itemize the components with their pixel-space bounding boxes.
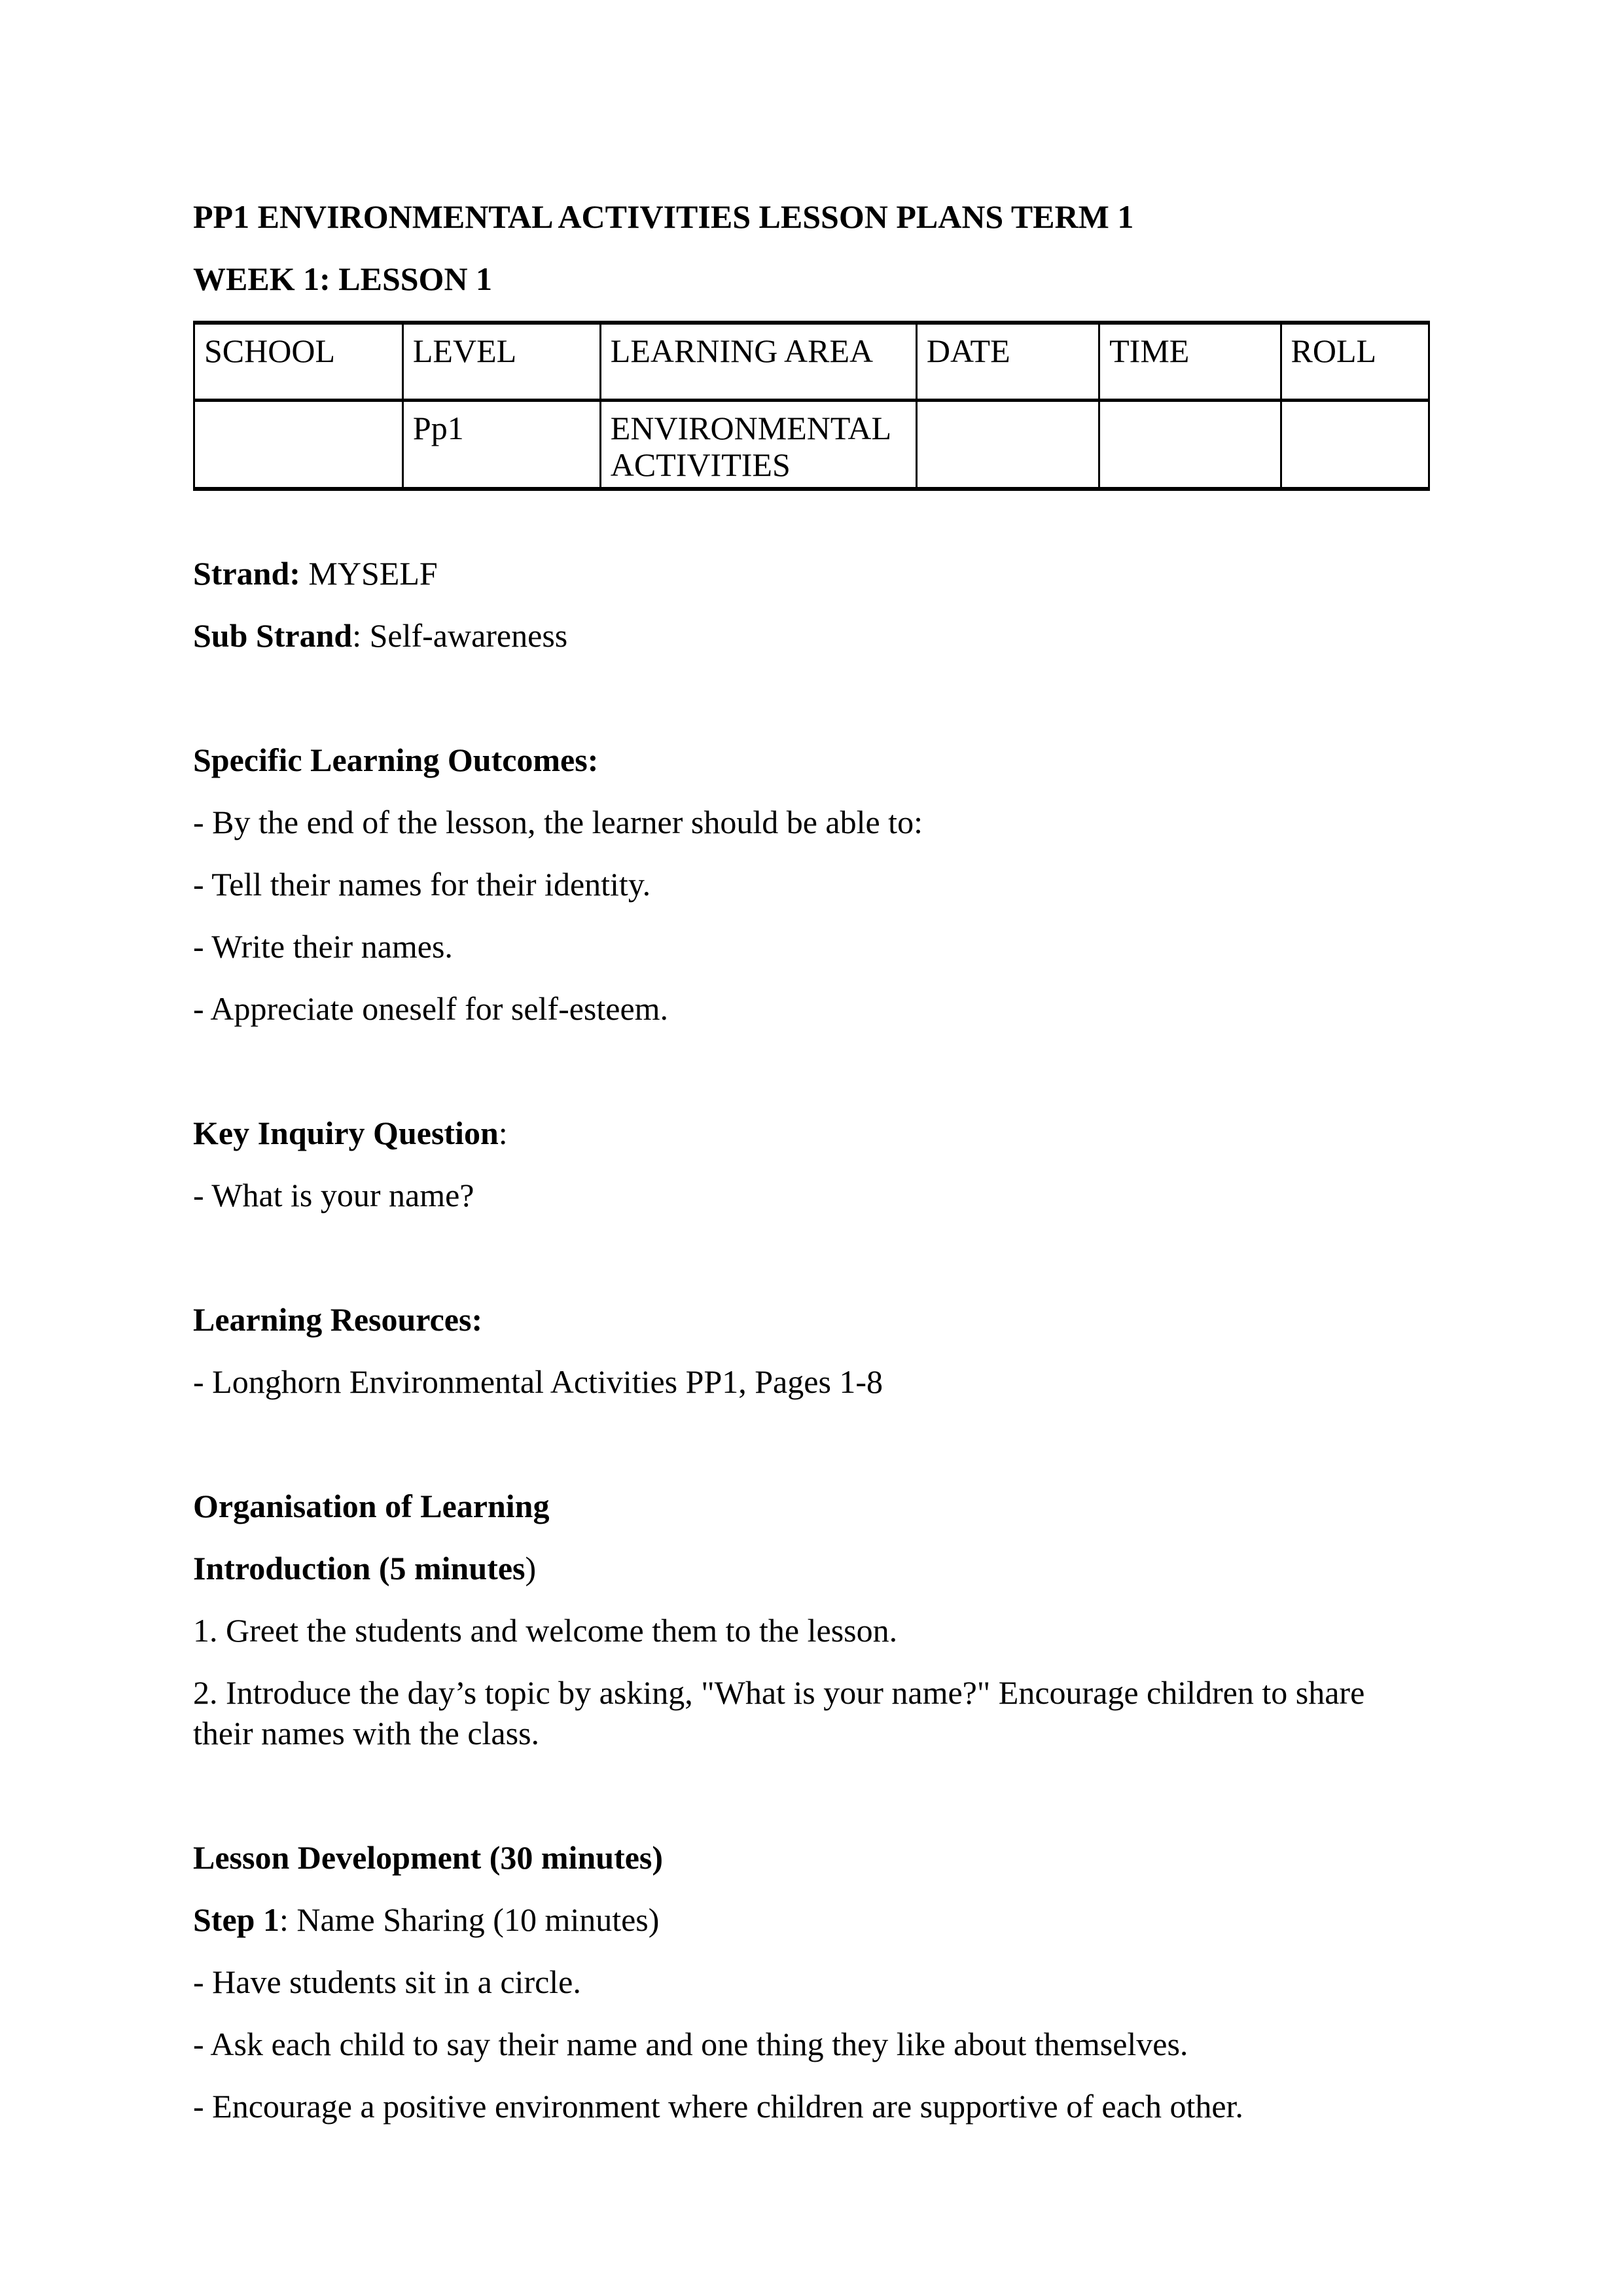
- resource-item: [193, 1361, 1430, 1402]
- header-cell-school: [194, 323, 403, 401]
- cell-time-value: [1099, 401, 1281, 490]
- step1-item: [193, 2024, 1430, 2064]
- step1-heading-label: Step 1: [193, 1901, 279, 1938]
- blank-line: [193, 1050, 1430, 1113]
- sub-strand-value: : Self-awareness: [352, 617, 568, 654]
- strand-value: MYSELF: [300, 555, 438, 592]
- outcome-item-text: - By the end of the lesson, the learner should be able to:: [193, 804, 923, 840]
- outcomes-heading-text: Specific Learning Outcomes:: [193, 742, 599, 778]
- table-header-row: [194, 323, 1429, 401]
- development-heading-text: Lesson Development (30 minutes): [193, 1839, 664, 1876]
- outcome-item: [193, 988, 1430, 1029]
- strand-line: [193, 553, 1430, 594]
- header-cell-date: [916, 323, 1099, 401]
- blank-line: [193, 1775, 1430, 1837]
- resources-heading-text: Learning Resources:: [193, 1301, 483, 1338]
- step1-item: [193, 1962, 1430, 2002]
- outcome-item-text: - Appreciate oneself for self-esteem.: [193, 990, 669, 1027]
- introduction-heading-rest: ): [525, 1550, 537, 1587]
- outcome-item: [193, 926, 1430, 967]
- organisation-heading-text: Organisation of Learning: [193, 1488, 550, 1524]
- organisation-heading: [193, 1486, 1430, 1526]
- cell-roll-value: [1281, 401, 1429, 490]
- introduction-step: [193, 1610, 1430, 1651]
- header-label: DATE: [926, 332, 1010, 369]
- introduction-step-text: 1. Greet the students and welcome them to the lesson.: [193, 1612, 898, 1649]
- step1-item-text: - Ask each child to say their name and one thing they like about themselves.: [193, 2026, 1188, 2062]
- header-cell-learning-area: [600, 323, 916, 401]
- key-inquiry-item-text: - What is your name?: [193, 1177, 474, 1213]
- cell-date-value: [916, 401, 1099, 490]
- header-label: SCHOOL: [204, 332, 336, 369]
- resources-heading: [193, 1299, 1430, 1340]
- key-inquiry-heading-rest: :: [498, 1115, 508, 1151]
- cell-learning-area-value: [600, 401, 916, 490]
- outcome-item-text: - Write their names.: [193, 928, 453, 965]
- page-subtitle-text: WEEK 1: LESSON 1: [193, 260, 493, 297]
- key-inquiry-item: [193, 1175, 1430, 1215]
- header-label: ROLL: [1291, 332, 1377, 369]
- introduction-step: [193, 1672, 1430, 1753]
- key-inquiry-heading: [193, 1113, 1430, 1153]
- header-label: TIME: [1109, 332, 1190, 369]
- strand-label: Strand:: [193, 555, 300, 592]
- outcome-item-text: - Tell their names for their identity.: [193, 866, 651, 903]
- blank-line: [193, 1237, 1430, 1299]
- outcome-item: [193, 802, 1430, 842]
- cell-value: ENVIRONMENTAL ACTIVITIES: [610, 410, 891, 483]
- outcomes-heading: [193, 740, 1430, 780]
- page-title: [193, 196, 1430, 237]
- introduction-heading-text: Introduction (5 minutes: [193, 1550, 526, 1587]
- table-data-row: [194, 401, 1429, 490]
- header-cell-level: [402, 323, 600, 401]
- development-heading: [193, 1837, 1430, 1878]
- step1-heading-rest: : Name Sharing (10 minutes): [279, 1901, 660, 1938]
- sub-strand-label: Sub Strand: [193, 617, 353, 654]
- page-subtitle: [193, 259, 1430, 299]
- header-cell-roll: [1281, 323, 1429, 401]
- cell-level-value: [402, 401, 600, 490]
- resource-item-text: - Longhorn Environmental Activities PP1, Pages 1-8: [193, 1363, 883, 1400]
- header-label: LEVEL: [412, 332, 517, 369]
- cell-school-value: [194, 401, 403, 490]
- page-title-text: PP1 ENVIRONMENTAL ACTIVITIES LESSON PLANS TERM 1: [193, 198, 1134, 235]
- step1-item-text: - Have students sit in a circle.: [193, 1964, 581, 2000]
- sub-strand-line: [193, 615, 1430, 656]
- blank-line: [193, 1424, 1430, 1486]
- header-cell-time: [1099, 323, 1281, 401]
- key-inquiry-heading-text: Key Inquiry Question: [193, 1115, 499, 1151]
- blank-line: [193, 677, 1430, 740]
- step1-heading: [193, 1899, 1430, 1940]
- introduction-step-text: 2. Introduce the day’s topic by asking, "What is your name?" Encourage children to share their names with the class.: [193, 1674, 1365, 1751]
- step1-item: [193, 2086, 1430, 2126]
- outcome-item: [193, 864, 1430, 905]
- lesson-info-table: [193, 321, 1430, 491]
- step1-item-text: - Encourage a positive environment where children are supportive of each other.: [193, 2088, 1243, 2125]
- cell-value: Pp1: [412, 410, 464, 446]
- header-label: LEARNING AREA: [610, 332, 874, 369]
- introduction-heading: [193, 1548, 1430, 1588]
